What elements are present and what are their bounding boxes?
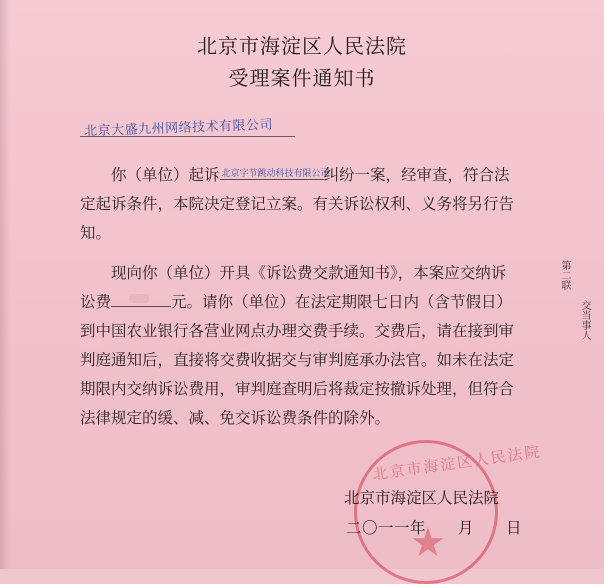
filing-rest: 纠纷一案，经审查，符合法定起诉条件，本院决定登记立案。有关诉讼权利、义务将另行告知。	[80, 166, 515, 242]
paragraph-filing	[80, 161, 520, 248]
fee-rest: 元。请你（单位）在法定期限七日内（含节假日）到中国农业银行各营业网点办理交费手续。交费后，请在接到审判庭通知后，直接将交费收据交与审判庭承办法官。如未在法定期限内交纳诉讼费用，审判庭查明后将裁定按撤诉处理，但符合法律规定的缓、减、免交诉讼费条件的除外。	[80, 293, 515, 427]
addressee-handwriting: 北京大盛九州网络技术有限公司	[83, 117, 274, 140]
defendant-field	[220, 163, 330, 180]
recipient-label: 交当事人	[579, 300, 590, 340]
date-day: 日	[506, 519, 523, 537]
filing-prefix: 你（单位）起诉	[111, 166, 220, 184]
copy-label: 第二联	[559, 260, 570, 290]
court-title: 北京市海淀区人民法院	[197, 34, 407, 58]
addressee-underline	[80, 136, 295, 137]
date-year: 二〇一一年	[346, 519, 427, 537]
fee-amount-field	[111, 292, 171, 307]
document-title: 受理案件通知书	[228, 66, 376, 90]
issue-date	[346, 516, 522, 538]
date-month: 月	[458, 519, 475, 537]
fee-prefix: 现向你（单位）开具《诉讼费交款通知书》，本案应交纳诉讼费	[80, 264, 507, 311]
seal-star-icon: ★	[410, 520, 446, 566]
fee-redaction	[129, 294, 149, 303]
defendant-handwriting: 北京字节跳动科技有限公司	[221, 169, 330, 179]
seal-text: 北京市海淀区人民法院	[371, 442, 543, 484]
footer-court-name: 北京市海淀区人民法院	[344, 489, 500, 507]
paragraph-fee	[80, 259, 520, 433]
